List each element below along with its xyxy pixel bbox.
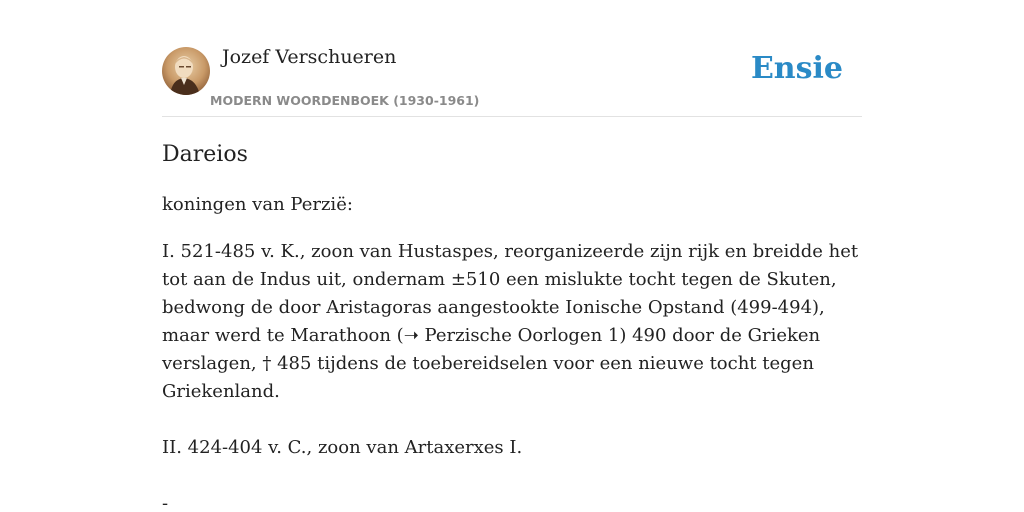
definition-entry-2: II. 424-404 v. C., zoon van Artaxerxes I. xyxy=(162,437,523,458)
article-content xyxy=(162,139,862,512)
trailing-dash: - xyxy=(162,493,169,512)
cross-reference-link[interactable]: ➝ Perzische Oorlogen 1 xyxy=(403,325,620,346)
entry-1-text-a: I. 521-485 v. K., zoon van Hustaspes, reorganizeerde zijn rijk en breidde het tot aan de Indus uit, ondernam ±510 een mislukte tocht tegen de Skuten, bedwong de door Aristagoras aangestookte Ionische Opstand (499-494), maar werd te Marathoon ( xyxy=(162,241,859,346)
author-name[interactable]: Jozef Verschueren xyxy=(222,46,397,68)
entry-1-text-b: ) 490 door de Grieken verslagen, † 485 tijdens de toebereidselen voor een nieuwe tocht tegen Griekenland. xyxy=(162,325,821,402)
header xyxy=(162,45,862,117)
author-portrait-icon xyxy=(162,47,210,95)
definition-intro: koningen van Perzië: xyxy=(162,194,353,215)
ensie-logo[interactable]: Ensie xyxy=(750,51,843,86)
author-avatar[interactable] xyxy=(162,47,210,95)
definition-entry-1 xyxy=(162,238,862,406)
page-title: Dareios xyxy=(162,142,248,167)
source-dictionary[interactable]: MODERN WOORDENBOEK (1930-1961) xyxy=(210,93,480,108)
